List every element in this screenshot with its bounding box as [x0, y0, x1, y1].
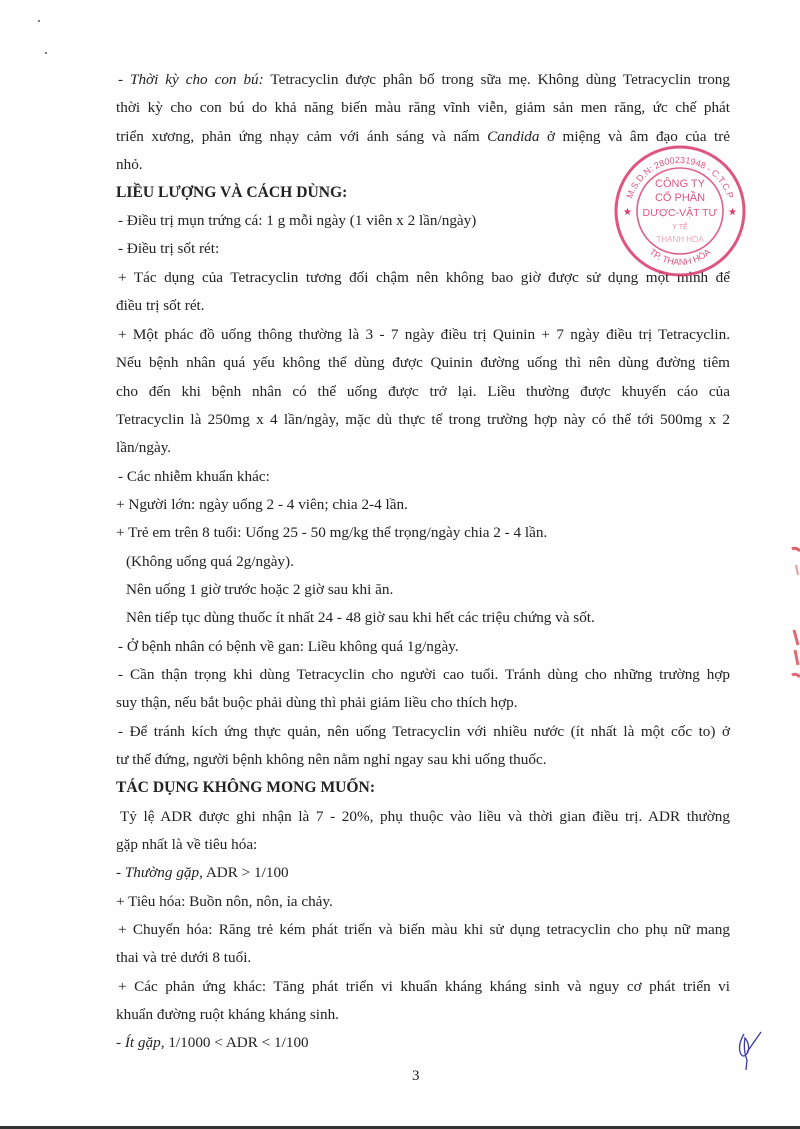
text-line: - Ở bệnh nhân có bệnh về gan: Liều không quá 1g/ngày.	[118, 638, 459, 655]
text-line: khuẩn đường ruột kháng kháng sinh.	[116, 1006, 339, 1023]
page-number: 3	[412, 1068, 420, 1084]
text-line: + Một phác đồ uống thông thường là 3 - 7 ngày điều trị Quinin + 7 ngày điều trị Tetracyclin.	[118, 326, 730, 343]
text-line: tư thế đứng, người bệnh không nên nằm nghỉ ngay sau khi uống thuốc.	[116, 751, 547, 768]
scan-speck	[45, 52, 47, 54]
svg-text:Y TẾ: Y TẾ	[672, 224, 688, 231]
italic-label: - Ít gặp	[116, 1034, 161, 1051]
text-span: ở miệng và âm đạo của trẻ	[539, 128, 730, 145]
text-line: - Các nhiễm khuẩn khác:	[118, 468, 270, 485]
svg-text:THANH HÓA: THANH HÓA	[656, 235, 704, 244]
text-line: + Trẻ em trên 8 tuổi: Uống 25 - 50 mg/kg thể trọng/ngày chia 2 - 4 lần.	[116, 524, 548, 541]
text-line: suy thận, nếu bắt buộc phải dùng thì phải giảm liều cho thích hợp.	[116, 694, 518, 711]
signature-icon	[735, 1030, 765, 1070]
section-heading-dosage: LIỀU LƯỢNG VÀ CÁCH DÙNG:	[116, 184, 348, 201]
stamp-seal-icon	[612, 143, 748, 279]
svg-text:DƯỢC-VẬT TƯ: DƯỢC-VẬT TƯ	[642, 207, 718, 219]
signature-mark	[735, 1030, 765, 1070]
text-line: Tỷ lệ ADR được ghi nhận là 7 - 20%, phụ thuộc vào liều và thời gian điều trị. ADR thường	[120, 808, 730, 825]
text-line: nhỏ.	[116, 156, 143, 173]
svg-text:CỔ PHẦN: CỔ PHẦN	[654, 192, 706, 204]
text-line: lần/ngày.	[116, 439, 172, 456]
svg-text:CÔNG TY: CÔNG TY	[655, 178, 705, 190]
italic-label: - Thời kỳ cho con bú:	[118, 71, 264, 88]
text-line: Nên uống 1 giờ trước hoặc 2 giờ sau khi ăn.	[126, 581, 394, 598]
text-line: - Điều trị sốt rét:	[118, 240, 220, 257]
italic-term: Candida	[487, 128, 540, 145]
text-span: triển xương, phản ứng nhạy cảm với ánh sáng và nấm	[116, 128, 488, 145]
text-line	[118, 70, 730, 90]
text-span: Tetracyclin được phân bố trong sữa mẹ. Không dùng Tetracyclin trong	[263, 71, 730, 88]
text-line: (Không uống quá 2g/ngày).	[126, 553, 294, 570]
text-line: + Chuyển hóa: Răng trẻ kém phát triển và biến màu khi sử dụng tetracyclin cho phụ nữ mang	[118, 921, 730, 938]
text-line: + Tiêu hóa: Buồn nôn, nôn, ỉa chảy.	[116, 893, 333, 910]
text-line: thời kỳ cho con bú do khả năng biến màu răng vĩnh viễn, giảm sản men răng, ức chế phát	[116, 99, 730, 116]
company-stamp	[612, 143, 748, 279]
edge-stamp-fragment	[786, 545, 800, 695]
text-line: điều trị sốt rét.	[116, 297, 205, 314]
svg-text:★: ★	[623, 207, 632, 218]
section-heading-adverse-effects: TÁC DỤNG KHÔNG MONG MUỐN:	[116, 779, 376, 796]
text-line: thai và trẻ dưới 8 tuổi.	[116, 949, 252, 966]
svg-text:TP. THANH HÓA: TP. THANH HÓA	[647, 246, 713, 268]
text-line: Tetracyclin là 250mg x 4 lần/ngày, mặc dù thực tế trong trường hợp này có thể tới 500mg x 2	[116, 411, 730, 428]
text-line: - Điều trị mụn trứng cá: 1 g mỗi ngày (1 viên x 2 lần/ngày)	[118, 212, 477, 229]
text-line: - Cần thận trọng khi dùng Tetracyclin cho người cao tuổi. Tránh dùng cho những trường hợp	[118, 666, 730, 683]
text-line: - Để tránh kích ứng thực quản, nên uống Tetracyclin với nhiều nước (ít nhất là một cốc to) ở	[118, 723, 730, 740]
italic-label: - Thường gặp	[116, 864, 200, 881]
svg-text:★: ★	[728, 207, 737, 218]
text-line: gặp nhất là về tiêu hóa:	[116, 836, 258, 853]
text-line	[116, 1033, 309, 1053]
text-line: + Người lớn: ngày uống 2 - 4 viên; chia 2-4 lần.	[116, 496, 408, 513]
text-line	[116, 863, 289, 883]
text-line: + Tác dụng của Tetracyclin tương đối chậm nên không bao giờ được sử dụng một mình để	[118, 269, 730, 286]
text-line: cho đến khi bệnh nhân có thể uống được trở lại. Liều thường được khuyến cáo của	[116, 383, 730, 400]
text-span: , ADR > 1/100	[199, 864, 289, 881]
scan-speck	[38, 20, 40, 22]
text-line: + Các phản ứng khác: Tăng phát triển vi khuẩn kháng kháng sinh và nguy cơ phát triển vi	[118, 978, 730, 995]
text-line: Nên tiếp tục dùng thuốc ít nhất 24 - 48 giờ sau khi hết các triệu chứng và sốt.	[126, 609, 595, 626]
text-span: , 1/1000 < ADR < 1/100	[160, 1034, 309, 1051]
text-line: Nếu bệnh nhân quá yếu không thể dùng được Quinin đường uống thì nên dùng đường tiêm	[116, 354, 730, 371]
svg-text:M.S.D.N: 2800231948 - C.T.C.P: M.S.D.N: 2800231948 - C.T.C.P	[624, 154, 736, 200]
